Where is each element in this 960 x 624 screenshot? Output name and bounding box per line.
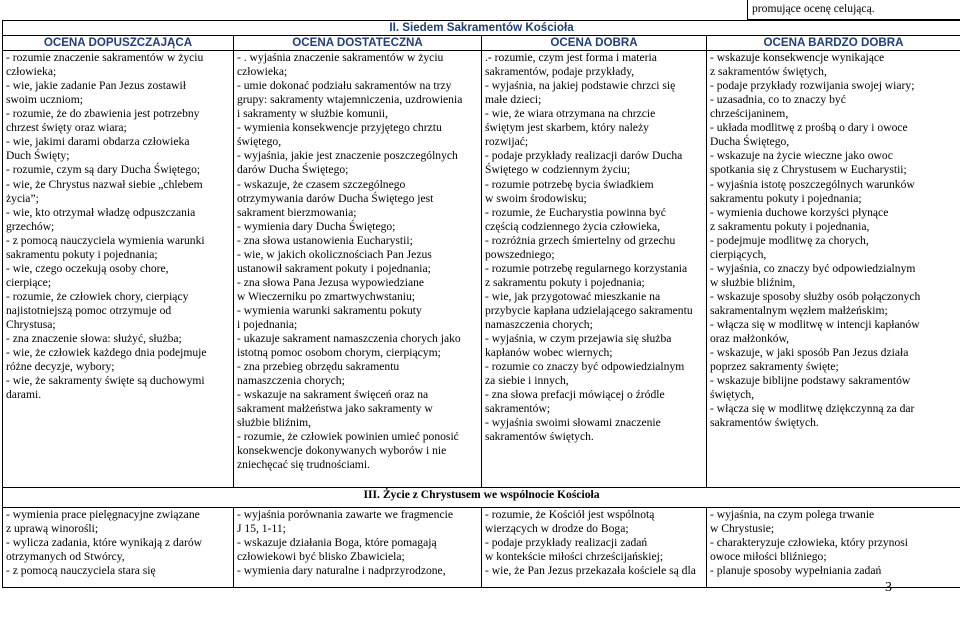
cell-line: - wie, że Pan Jezus przekazała kościele są dla <box>485 564 696 578</box>
cell-line: otrzymanych od Stwórcy, <box>6 550 125 564</box>
cell-line: - wskazuje sposoby służby osób połączonych <box>710 289 921 303</box>
cell-line: .- rozumie, czym jest forma i materia <box>485 51 657 65</box>
cell-line: - wyjaśnia, na czym polega trwanie <box>710 508 875 522</box>
cell-line: chrzest święty oraz wiara; <box>6 121 127 135</box>
cell-line: świętego, <box>237 135 282 149</box>
cell-line: w służbie bliźnim, <box>710 275 796 289</box>
cell-line: oraz małżonków, <box>710 332 790 346</box>
cell-line: małe dzieci; <box>485 93 542 107</box>
cell-line: grupy: sakramenty wtajemniczenia, uzdrowienia <box>237 93 463 107</box>
cell-line: przybycie kapłana udzielającego sakramentu <box>485 303 693 317</box>
cell-line: człowiekowi być blisko Zbawiciela; <box>237 550 405 564</box>
cell-line: - wyjaśnia, w czym przejawia się służba <box>485 332 672 346</box>
cell-line: - wymienia warunki sakramentu pokuty <box>237 303 422 317</box>
cell-line: sakramentów; <box>485 402 551 416</box>
cell-line: zniechęcać się trudnościami. <box>237 458 370 472</box>
cell-line: świętych, <box>710 388 755 402</box>
cell-line: - ukazuje sakrament namaszczenia chorych jako <box>237 332 461 346</box>
section3-col4 <box>707 508 960 588</box>
cell-line: - wie, jakimi darami obdarza człowieka <box>6 135 190 149</box>
cell-line: sakrament bierzmowania; <box>237 205 357 219</box>
cell-line: namaszczenia chorych; <box>237 374 345 388</box>
cell-line: J 15, 1-11; <box>237 522 286 536</box>
section2-col3 <box>482 51 707 488</box>
cell-line: w Chrystusie; <box>710 522 775 536</box>
cell-line: sakrament małżeństwa jako sakramenty w <box>237 402 433 416</box>
cell-line: - wymienia duchowe korzyści płynące <box>710 205 889 219</box>
cell-line: - wie, że Chrystus nazwał siebie „chlebem <box>6 177 203 191</box>
cell-line: - wie, w jakich okolicznościach Pan Jezus <box>237 247 432 261</box>
cell-line: - wyjaśnia, co znaczy być odpowiedzialnym <box>710 261 916 275</box>
cell-line: wierzących w drodze do Boga; <box>485 522 629 536</box>
cell-line: - włącza się w modlitwę dziękczynną za dar <box>710 402 915 416</box>
cell-line: cierpiących, <box>710 247 767 261</box>
cell-line: grzechów; <box>6 219 55 233</box>
cell-line: - rozumie potrzebę regularnego korzystania <box>485 261 688 275</box>
cell-line: - wyjaśnia, jakie jest znaczenie poszczególnych <box>237 149 458 163</box>
cell-line: - . wyjaśnia znaczenie sakramentów w życiu <box>237 51 444 65</box>
cell-line: - wskazuje, w jaki sposób Pan Jezus działa <box>710 346 909 360</box>
cell-line: - układa modlitwę z prośbą o dary i owoce <box>710 121 908 135</box>
cell-line: sakramentalnym węzłem małżeńskim; <box>710 303 888 317</box>
cell-line: - podejmuje modlitwę za chorych, <box>710 233 869 247</box>
cell-line: z sakramentów świętych, <box>710 65 827 79</box>
cell-line: namaszczenia chorych; <box>485 317 593 331</box>
cell-line: z sakramentu pokuty i pojednania; <box>485 275 645 289</box>
cell-line: - włącza się w modlitwę w intencji kapłanów <box>710 317 920 331</box>
cell-line: - rozumie, czym są dary Ducha Świętego; <box>6 163 201 177</box>
cell-line: Duch Święty; <box>6 149 70 163</box>
cell-line: - wskazuje działania Boga, które pomagają <box>237 536 437 550</box>
cell-line: istotną pomoc osobom chorym, cierpiącym; <box>237 346 441 360</box>
section2-col4 <box>707 51 960 488</box>
cell-line: Ducha Świętego, <box>710 135 790 149</box>
cell-line: powszedniego; <box>485 247 555 261</box>
cell-line: otrzymywania darów Ducha Świętego jest <box>237 191 434 205</box>
cell-line: sakramentów, podaje przykłady, <box>485 65 635 79</box>
cell-line: - uzasadnia, co to znaczy być <box>710 93 846 107</box>
cell-line: sakramentów świętych. <box>710 416 819 430</box>
cell-line: Chrystusa; <box>6 317 56 331</box>
cell-line: - zna znaczenie słowa: służyć, służba; <box>6 332 182 346</box>
cell-line: - rozumie, że człowiek powinien umieć ponosić <box>237 430 459 444</box>
cell-line: - rozróżnia grzech śmiertelny od grzechu <box>485 233 676 247</box>
cell-line: - rozumie, że do zbawienia jest potrzebny <box>6 107 200 121</box>
cell-line: - z pomocą nauczyciela wymienia warunki <box>6 233 205 247</box>
cell-line: - rozumie, że człowiek chory, cierpiący <box>6 289 189 303</box>
cell-line: sakramentu pokuty i pojednania; <box>710 191 862 205</box>
cell-line: - wskazuje na sakrament święceń oraz na <box>237 388 429 402</box>
section3-col1 <box>3 508 234 588</box>
cell-line: - zna słowa ustanowienia Eucharystii; <box>237 233 413 247</box>
cell-line: - wylicza zadania, które wynikają z darów <box>6 536 203 550</box>
cell-line: darów Ducha Świętego; <box>237 163 349 177</box>
cell-line: różne decyzje, wybory; <box>6 360 115 374</box>
header-dopuszczajaca: OCENA DOPUSZCZAJĄCA <box>3 36 234 51</box>
section2-col2 <box>234 51 482 488</box>
cell-line: chrześcijaninem, <box>710 107 789 121</box>
cell-line: - rozumie, że Eucharystia powinna być <box>485 205 666 219</box>
cell-line: konsekwencje dokonywanych wyborów i nie <box>237 444 447 458</box>
cell-line: - wymienia dary Ducha Świętego; <box>237 219 396 233</box>
cell-line: w kontekście miłości chrześcijańskiej; <box>485 550 664 564</box>
cell-line: - zna słowa prefacji mówiącej o źródle <box>485 388 665 402</box>
section3-col2 <box>234 508 482 588</box>
cell-line: - wie, czego oczekują osoby chore, <box>6 261 169 275</box>
previous-table-cell: promujące ocenę celującą. <box>747 0 960 20</box>
cell-line: najistotniejszą pomoc otrzymuje od <box>6 303 172 317</box>
cell-line: - umie dokonać podziału sakramentów na trzy <box>237 79 452 93</box>
cell-line: - rozumie potrzebę bycia świadkiem <box>485 177 654 191</box>
cell-line: darami. <box>6 388 42 402</box>
cell-line: swoim uczniom; <box>6 93 83 107</box>
cell-line: - podaje przykłady realizacji zadań <box>485 536 648 550</box>
cell-line: sakramentów świętych. <box>485 430 594 444</box>
cell-line: i pojednania; <box>237 317 298 331</box>
cell-line: - zna słowa Pana Jezusa wypowiedziane <box>237 275 425 289</box>
cell-line: - zna przebieg obrzędu sakramentu <box>237 360 400 374</box>
cell-line: - wymienia dary naturalne i nadprzyrodzone, <box>237 564 446 578</box>
cell-line: Świętego w codziennym życiu; <box>485 163 631 177</box>
cell-line: - wyjaśnia swoimi słowami znaczenie <box>485 416 661 430</box>
cell-line: poprzez sakramenty święte; <box>710 360 839 374</box>
cell-line: w Wieczerniku po zmartwychwstaniu; <box>237 289 415 303</box>
grading-table <box>2 20 960 588</box>
cell-line: - wie, że człowiek każdego dnia podejmuje <box>6 346 207 360</box>
cell-line: - wie, że wiara otrzymana na chrzcie <box>485 107 656 121</box>
cell-line: życia”; <box>6 191 39 205</box>
cell-line: - rozumie znaczenie sakramentów w życiu <box>6 51 204 65</box>
cell-line: spotkania się z Chrystusem w Eucharystii; <box>710 163 907 177</box>
header-dostateczna: OCENA DOSTATECZNA <box>234 36 482 51</box>
cell-line: - charakteryzuje człowieka, który przynosi <box>710 536 908 550</box>
cell-line: - wskazuje biblijne podstawy sakramentów <box>710 374 911 388</box>
cell-line: - podaje przykłady rozwijania swojej wiary; <box>710 79 915 93</box>
cell-line: człowieka; <box>6 65 57 79</box>
cell-line: za siebie i innych, <box>485 374 569 388</box>
cell-line: - z pomocą nauczyciela stara się <box>6 564 156 578</box>
cell-line: częścią codziennego życia człowieka, <box>485 219 661 233</box>
cell-line: - wie, jak przygotować mieszkanie na <box>485 289 661 303</box>
cell-line: - wskazuje konsekwencje wynikające <box>710 51 885 65</box>
cell-line: rozwijać; <box>485 135 529 149</box>
page-number: 3 <box>885 580 892 595</box>
cell-line: ustanowił sakrament pokuty i pojednania; <box>237 261 431 275</box>
cell-line: - planuje sposoby wypełniania zadań <box>710 564 882 578</box>
cell-line: - rozumie co znaczy być odpowiedzialnym <box>485 360 685 374</box>
cell-line: i sakramenty w służbie komunii, <box>237 107 389 121</box>
cell-line: - wskazuje na życie wieczne jako owoc <box>710 149 893 163</box>
cell-line: - wymienia prace pielęgnacyjne związane <box>6 508 200 522</box>
cell-line: - wyjaśnia, na jakiej podstawie chrzci się <box>485 79 676 93</box>
cell-line: owoce miłości bliźniego; <box>710 550 827 564</box>
section3-col3 <box>482 508 707 588</box>
cell-line: - wskazuje, że czasem szczególnego <box>237 177 406 191</box>
header-bardzo-dobra: OCENA BARDZO DOBRA <box>707 36 960 51</box>
cell-line: sakramentu pokuty i pojednania; <box>6 247 158 261</box>
cell-line: służbie bliźnim, <box>237 416 312 430</box>
header-dobra: OCENA DOBRA <box>482 36 707 51</box>
cell-line: - wie, kto otrzymał władzę odpuszczania <box>6 205 196 219</box>
cell-line: w swoim środowisku; <box>485 191 587 205</box>
cell-line: człowieka; <box>237 65 288 79</box>
cell-line: kapłanów wobec wiernych; <box>485 346 613 360</box>
cell-line: - wyjaśnia porównania zawarte we fragmencie <box>237 508 453 522</box>
cell-line: z sakramentu pokuty i pojednania, <box>710 219 870 233</box>
cell-line: - rozumie, że Kościół jest wspólnotą <box>485 508 655 522</box>
cell-line: - wie, jakie zadanie Pan Jezus zostawił <box>6 79 186 93</box>
cell-line: z uprawą winorośli; <box>6 522 99 536</box>
cell-line: - wyjaśnia istotę poszczególnych warunków <box>710 177 915 191</box>
cell-line: świętym jest skarbem, który należy <box>485 121 649 135</box>
section2-col1 <box>3 51 234 488</box>
cell-line: - podaje przykłady realizacji darów Ducha <box>485 149 683 163</box>
cell-line: cierpiące; <box>6 275 52 289</box>
cell-line: - wymienia konsekwencje przyjętego chrztu <box>237 121 442 135</box>
section3-title: III. Życie z Chrystusem we wspólnocie Kościoła <box>3 488 960 508</box>
section-title: II. Siedem Sakramentów Kościoła <box>3 21 960 36</box>
cell-line: - wie, że sakramenty święte są duchowymi <box>6 374 205 388</box>
